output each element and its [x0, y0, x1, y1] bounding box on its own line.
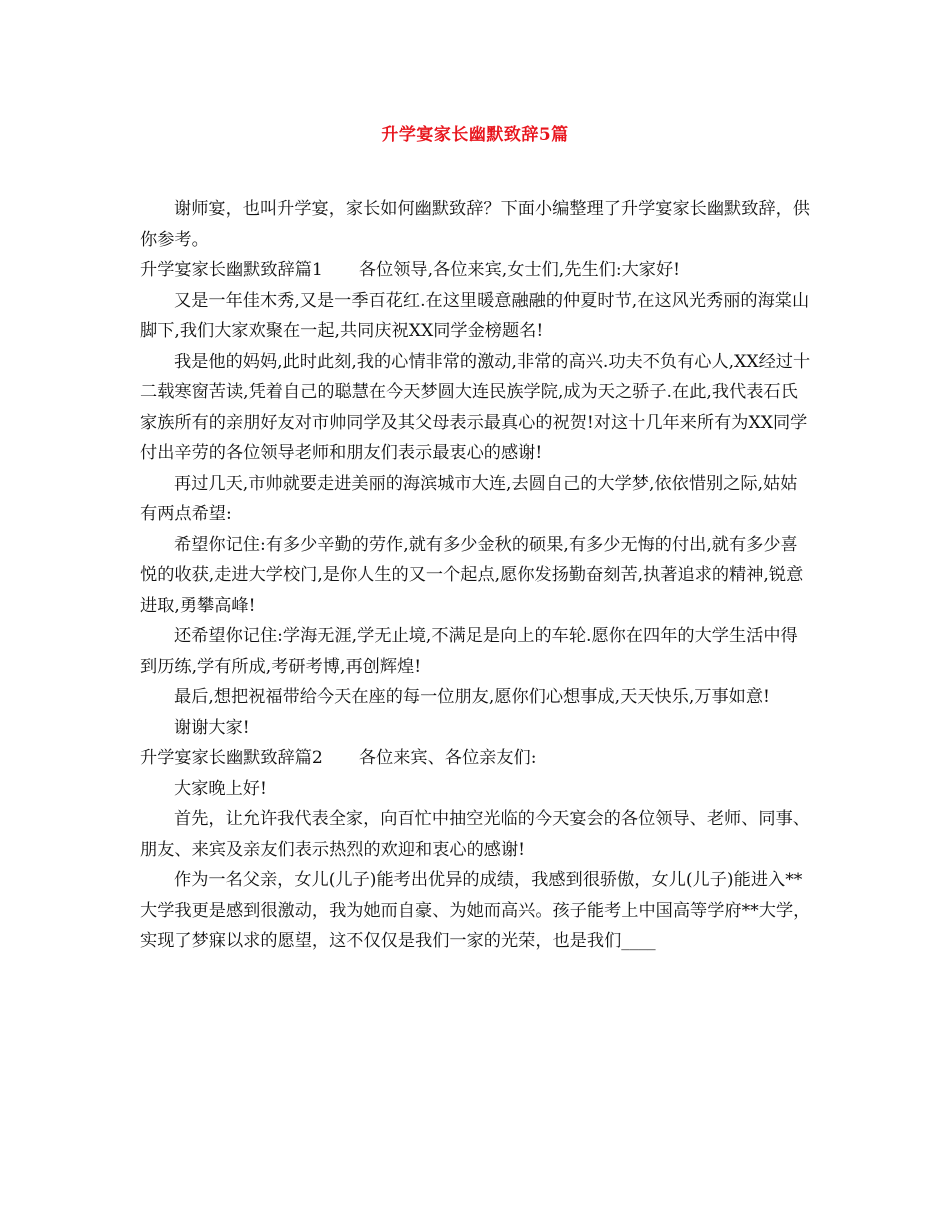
- section-1-heading-line: [140, 255, 812, 286]
- section-2-paragraph: 大家晚上好!: [174, 778, 267, 799]
- section-1-paragraph: 希望你记住:有多少辛勤的劳作,就有多少金秋的硕果,有多少无悔的付出,就有多少喜悦的收获,走进大学校门,是你人生的又一个起点,愿你发扬勤奋刻苦,执著追求的精神,锐意进取,勇攀高峰!: [140, 534, 804, 616]
- section-2-paragraph: 作为一名父亲，女儿(儿子)能考出优异的成绩，我感到很骄傲，女儿(儿子)能进入**大学我更是感到很激动，我为她而自豪、为她而高兴。孩子能考上中国高等学府**大学，实现了梦寐以求的愿望，这不仅仅是我们一家的光荣，也是我们____: [140, 870, 811, 951]
- section-1-closing: 谢谢大家!: [174, 717, 250, 738]
- section-1-paragraph: 我是他的妈妈,此时此刻,我的心情非常的激动,非常的高兴.功夫不负有心人,XX经过十二载寒窗苦读,凭着自己的聪慧在今天梦圆大连民族学院,成为天之骄子.在此,我代表石氏家族所有的亲朋好友对市帅同学及其父母表示最真心的祝贺!对这十几年来所有为XX同学付出辛劳的各位领导老师和朋友们表示最衷心的感谢!: [140, 351, 811, 463]
- section-1-paragraph: 再过几天,市帅就要走进美丽的海滨城市大连,去圆自己的大学梦,依依惜别之际,姑姑有两点希望:: [140, 473, 798, 524]
- section-2-heading-line: [140, 743, 812, 774]
- section-2-greeting: 各位来宾、各位亲友们:: [358, 748, 537, 768]
- section-1-heading: 升学宴家长幽默致辞篇1: [140, 260, 323, 280]
- document-body: [140, 194, 812, 957]
- section-1-paragraph: 还希望你记住:学海无涯,学无止境,不满足是向上的车轮.愿你在四年的大学生活中得到历练,学有所成,考研考博,再创辉煌!: [140, 626, 798, 677]
- document-title: 升学宴家长幽默致辞5篇: [381, 125, 569, 145]
- section-2-paragraph: 首先，让允许我代表全家，向百忙中抽空光临的今天宴会的各位领导、老师、同事、朋友、来宾及亲友们表示热烈的欢迎和衷心的感谢!: [140, 809, 810, 860]
- section-1-paragraph: 最后,想把祝福带给今天在座的每一位朋友,愿你们心想事成,天天快乐,万事如意!: [174, 687, 770, 707]
- section-1-greeting: 各位领导,各位来宾,女士们,先生们:大家好!: [358, 260, 681, 280]
- section-1-paragraph: 又是一年佳木秀,又是一季百花红.在这里暖意融融的仲夏时节,在这风光秀丽的海棠山脚下,我们大家欢聚在一起,共同庆祝XX同学金榜题名!: [140, 290, 810, 341]
- section-2-heading: 升学宴家长幽默致辞篇2: [140, 748, 323, 768]
- intro-paragraph: 谢师宴，也叫升学宴，家长如何幽默致辞？下面小编整理了升学宴家长幽默致辞，供你参考。: [140, 199, 810, 250]
